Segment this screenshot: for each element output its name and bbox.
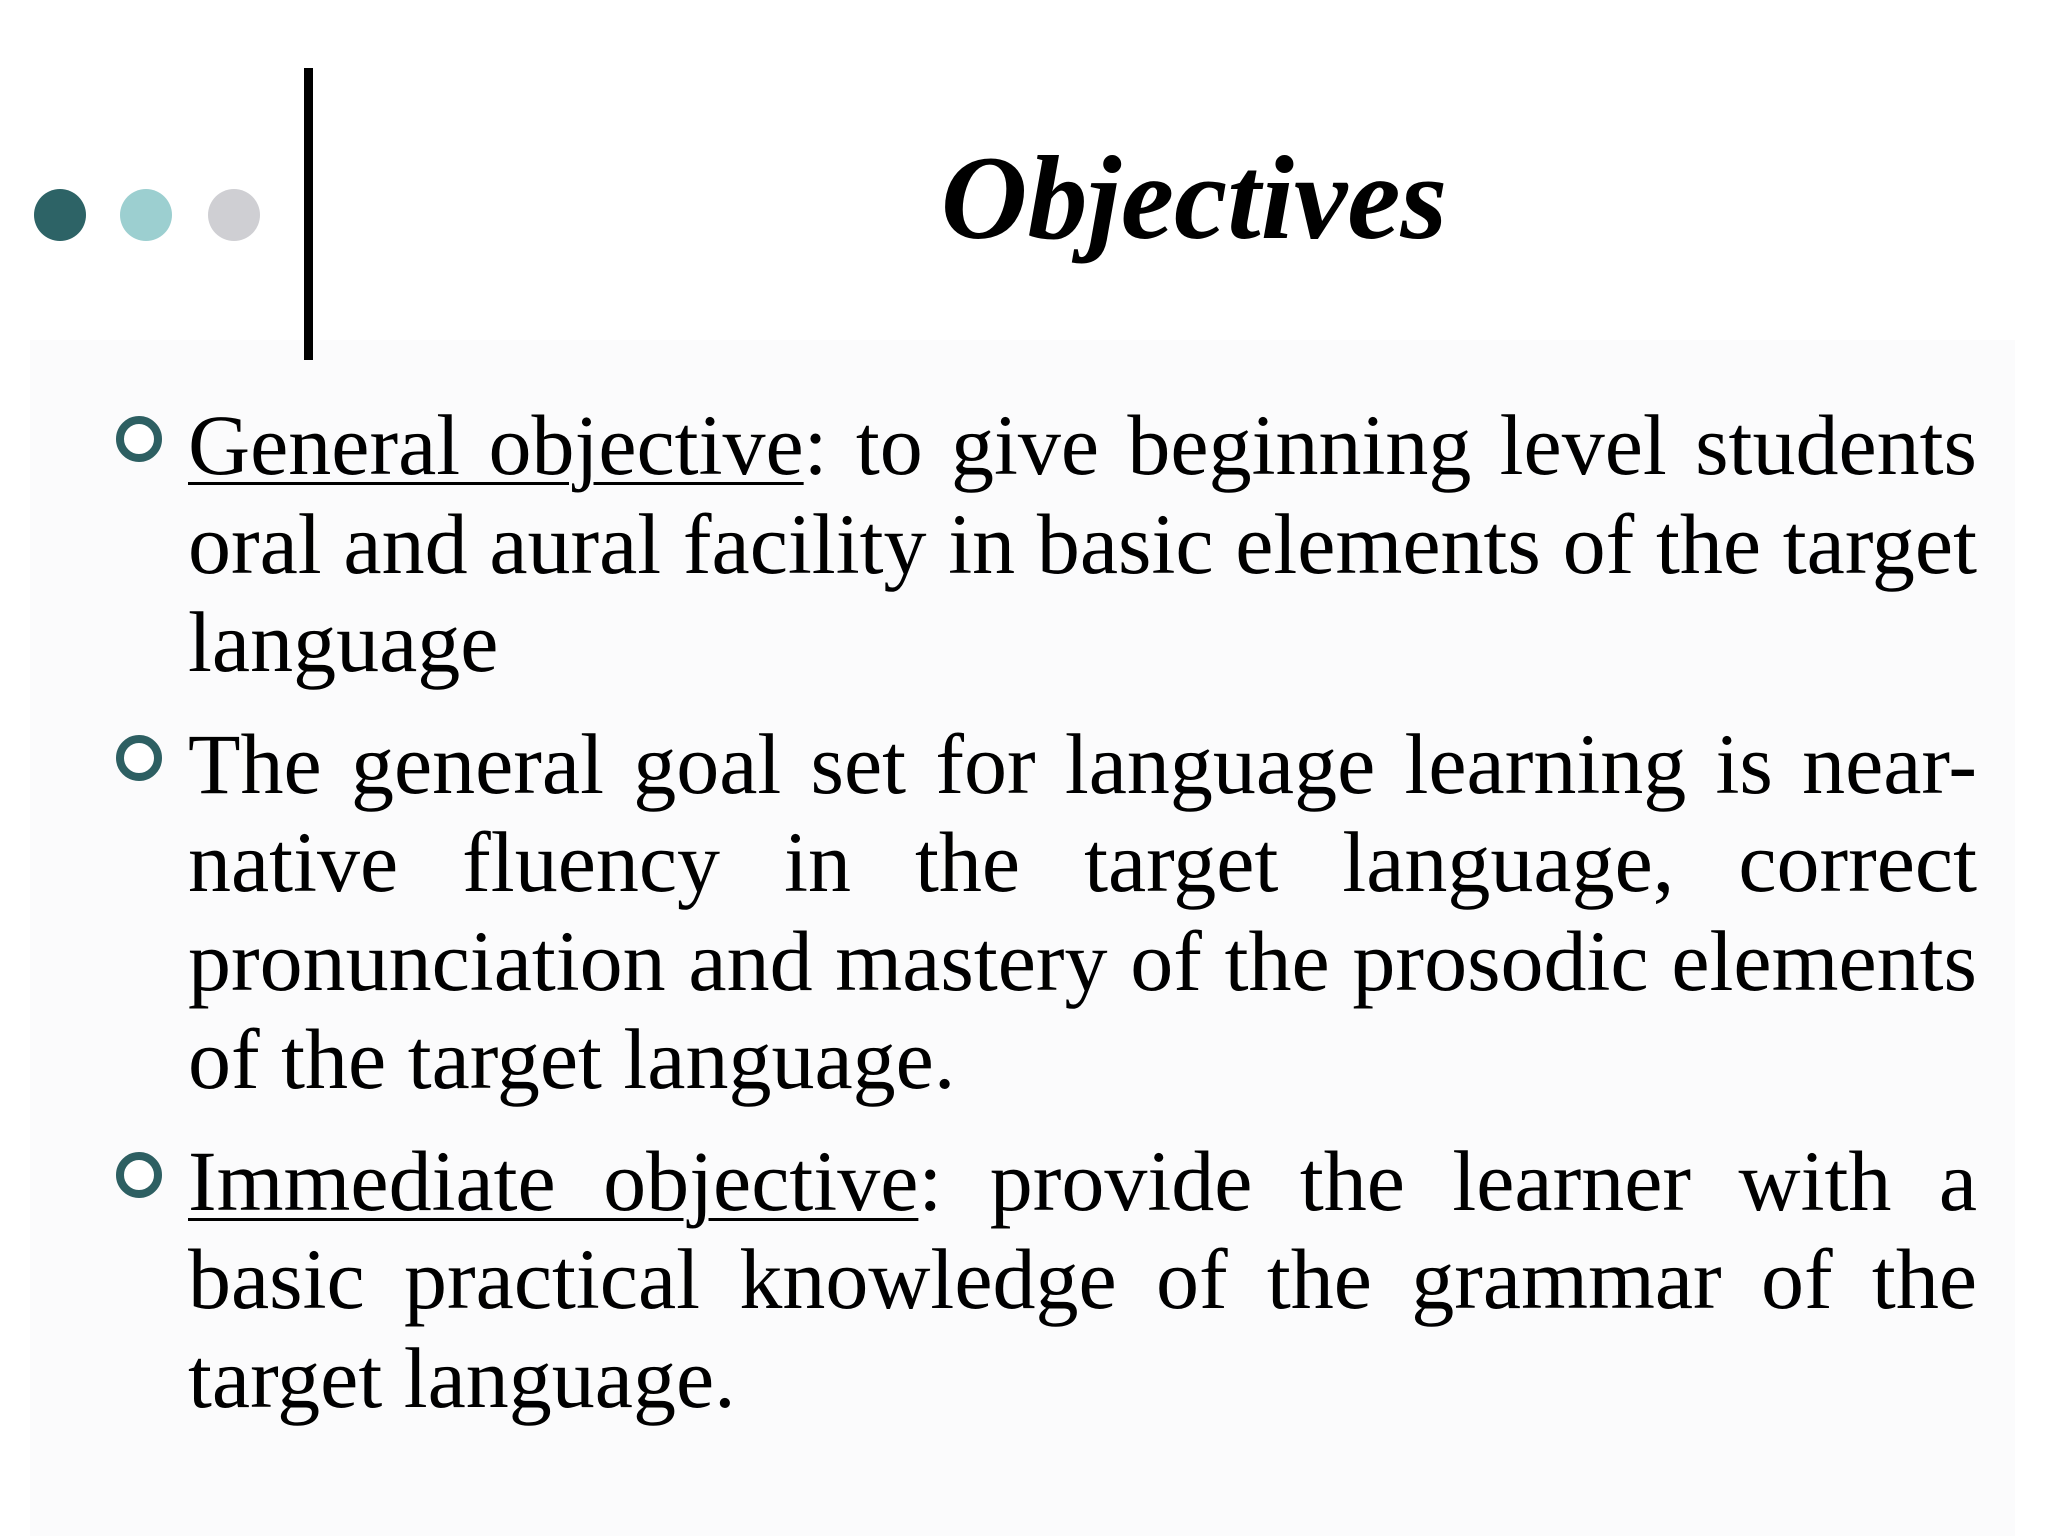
- bullet-text: [188, 1132, 1977, 1428]
- bullet-list: [0, 396, 2048, 1427]
- decor-dot-teal: [120, 189, 172, 241]
- bullet-item-immediate-objective: [0, 1132, 2048, 1428]
- ring-bullet-icon: [116, 735, 162, 781]
- bullet-term: General objective: [188, 397, 804, 493]
- ring-bullet-icon: [116, 1152, 162, 1198]
- bullet-body: : provide the learner with a basic practical knowledge of the grammar of the target language.: [188, 1132, 1977, 1426]
- bullet-body: The general goal set for language learning is near-native fluency in the target language, correct pronunciation and mastery of the prosodic elements of the target language.: [188, 715, 1977, 1107]
- bullet-text: [188, 715, 1977, 1109]
- slide-title: Objectives: [940, 131, 1448, 264]
- ring-bullet-icon: [116, 416, 162, 462]
- bullet-term: Immediate objective: [188, 1132, 919, 1229]
- decor-dot-dark: [34, 189, 86, 241]
- decor-dot-gray: [208, 189, 260, 241]
- title-divider: [304, 68, 313, 360]
- bullet-body: : to give beginning level students oral and aural facility in basic elements of the target language: [188, 397, 1977, 690]
- bullet-item-general-goal: [0, 715, 2048, 1109]
- bullet-text: [188, 396, 1977, 692]
- bullet-item-general-objective: [0, 396, 2048, 692]
